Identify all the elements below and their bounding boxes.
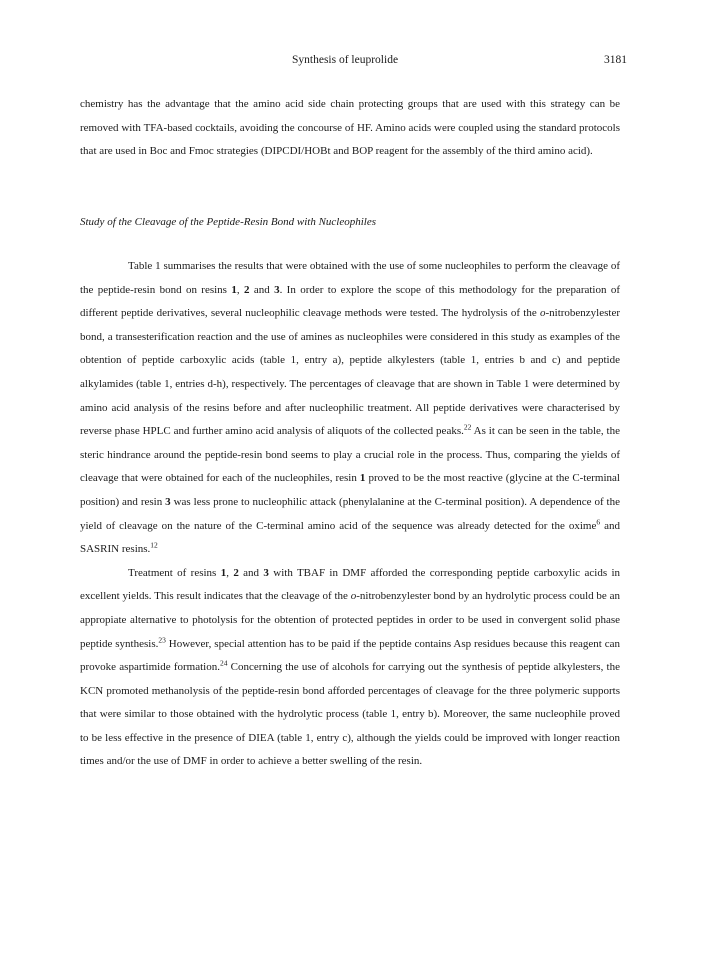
running-title: Synthesis of leuprolide [292, 54, 399, 66]
text-run: -nitrobenzylester bond by an hydrolytic process could be an appropiate alternative to photolysis for the obtention of protected peptides in order to be used in convergent solid phase peptide synthesis. [80, 590, 621, 650]
text-run: . In order to explore the scope of this methodology for the preparation of different peptide derivatives, several nucleophilic cleavage methods were tested. The hydrolysis of the [80, 283, 621, 320]
compound-number: 2 [243, 283, 250, 296]
text-run: , [236, 283, 244, 296]
compound-number: 3 [165, 495, 171, 508]
citation-superscript: 12 [150, 540, 158, 550]
text-run: Concerning the use of alcohols for carrying out the synthesis of peptide alkylesters, the KCN promoted methanolysis of the peptide-resin bond afforded percentages of cleavage for the three polymeric supports that were similar to those obtained with the hydrolytic process (table 1, entry b). Moreover, the same nucleophile proved to be less effective in the presence of DIEA (table 1, entry c), although the yields could be improved with longer reaction times and/or the use of DMF in order to achieve a better swelling of the resin. [80, 661, 620, 768]
text-run: and [249, 283, 275, 296]
text-run: Table 1 summarises the results that were obtained with the use of some nucleophiles to perform the cleavage of the peptide-resin bond on resins [80, 260, 620, 296]
citation-superscript: 23 [158, 634, 166, 644]
citation-superscript: 6 [596, 516, 601, 526]
citation-superscript: 22 [463, 422, 472, 432]
text-run: However, special attention has to be paid if the peptide contains Asp residues because this reagent can provoke aspartimide formation. [80, 637, 621, 674]
paragraph [80, 562, 620, 774]
text-run: Treatment of resins [128, 566, 221, 579]
text-run: with TBAF in DMF afforded the corresponding peptide carboxylic acids in excellent yields. This result indicates that the cleavage of the [80, 566, 621, 603]
citation-superscript: 24 [219, 658, 228, 668]
section-heading: Study of the Cleavage of the Peptide-Resin Bond with Nucleophiles [80, 216, 377, 228]
text-run: was less prone to nucleophilic attack (phenylalanine at the C-terminal position). A dependence of the yield of cleavage on the nature of the C-terminal amino acid of the sequence was already detected for the oxime [80, 495, 620, 532]
italic-prefix: o [350, 590, 357, 603]
compound-number: 3 [274, 283, 280, 296]
compound-number: 1 [359, 472, 366, 485]
paragraph [80, 93, 620, 164]
page-number: 3181 [604, 54, 627, 66]
text-run: , [226, 566, 234, 579]
compound-number: 3 [263, 566, 269, 579]
body-text [80, 255, 620, 774]
compound-number: 1 [231, 283, 237, 296]
text-run: proved to be the most reactive (glycine at the C-terminal position) and resin [80, 472, 620, 508]
text-run: -nitrobenzylester bond, a transesterification reaction and the use of amines as nucleophiles were considered in this study as examples of the obtention of peptide carboxylic acids (table 1, entry a), peptide alkylesters (table 1, entries b and c) and peptide alkylamides (table 1, entries d-h), respectively. The percentages of cleavage that are shown in Table 1 were determined by amino acid analysis of the resins before and after nucleophilic treatment. All peptide derivatives were characterised by reverse phase HPLC and further amino acid analysis of aliquots of the collected peaks. [80, 307, 620, 438]
section [80, 211, 620, 235]
paragraph [80, 255, 620, 562]
italic-prefix: o [539, 307, 546, 320]
compound-number: 1 [220, 566, 227, 579]
text-run: and [238, 566, 264, 579]
paragraph-continuation [80, 93, 620, 164]
compound-number: 2 [233, 566, 239, 579]
text-run: and SASRIN resins. [80, 519, 620, 556]
text-run: chemistry has the advantage that the amino acid side chain protecting groups that are used with this strategy can be removed with TFA-based cocktails, avoiding the concourse of HF. Amino acids were coupled using the standard protocols that are used in Boc and Fmoc strategies (DIPCDI/HOBt and BOP reagent for the assembly of the third amino acid). [80, 98, 620, 158]
text-run: As it can be seen in the table, the steric hindrance around the peptide-resin bond seems to play a crucial role in the process. Thus, comparing the yields of cleavage that were obtained for each of the nucleophiles, resin [80, 425, 620, 485]
